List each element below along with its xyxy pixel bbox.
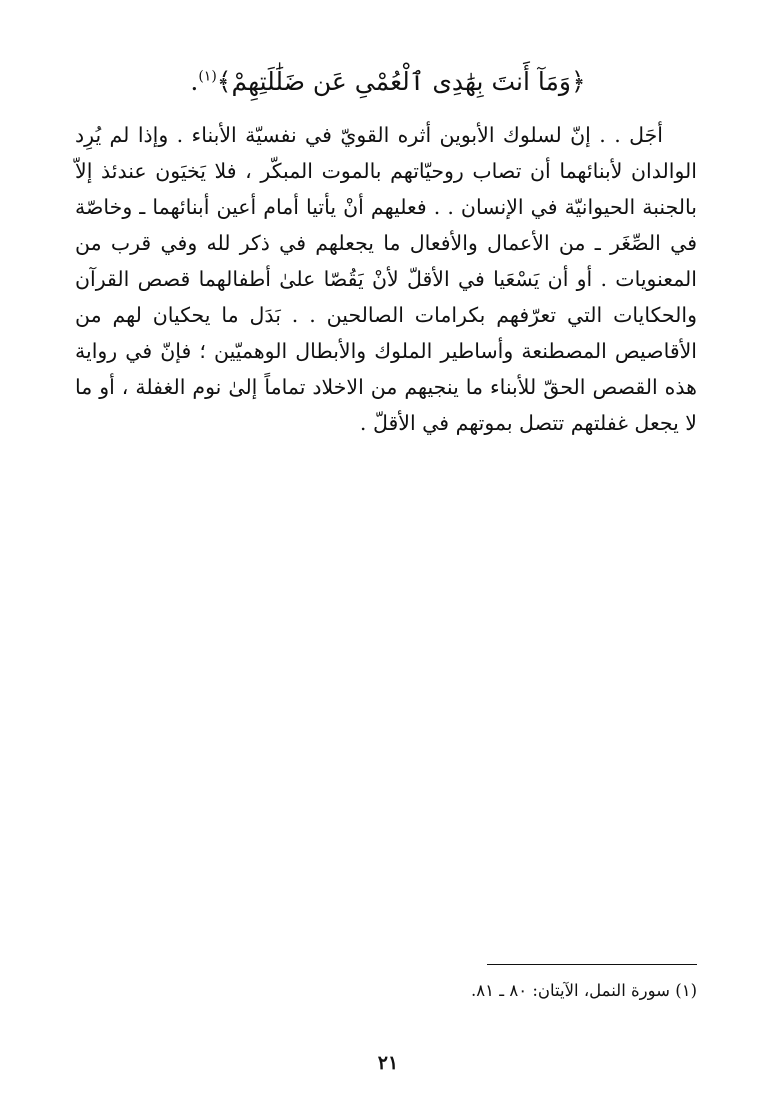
main-text	[75, 117, 697, 441]
verse-footnote-ref: (١)	[198, 68, 217, 85]
footnote-divider	[487, 964, 697, 965]
verse-end-mark: .	[190, 67, 199, 96]
paragraph: أجَل . . إنّ لسلوك الأبوين أثره القويّ في نفسيّة الأبناء . وإذا لم يُرِد الوالدان لأبنائهما أن تصاب روحيّاتهم بالموت المبكّر ، فلا يَخيَون عندئذ إلاّ بالجنبة الحيوانيّة في الإنسان . . فعليهم أنْ يأتيا أمام أعين أبنائهما ـ وخاصّة في الصِّغَر ـ من الأعمال والأفعال ما يجعلهم في ذكر لله وفي قرب من المعنويات . أو أن يَسْعَيا في الأقلّ لأنْ يَقُصّا علىٰ أطفالهما قصص القرآن والحكايات التي تعرّفهم بكرامات الصالحين . . بَدَل ما يحكيان لهم من الأقاصيص المصطنعة وأساطير الملوك والأبطال الوهميّين ؛ فإنّ في رواية هذه القصص الحقّ للأبناء ما ينجيهم من الاخلاد تماماً إلىٰ نوم الغفلة ، أو ما لا يجعل غفلتهم تتصل بموتهم في الأقلّ .	[75, 123, 697, 435]
verse-bracket-open: ﴿	[570, 67, 586, 96]
footnote: (١) سورة النمل، الآيتان: ٨٠ ـ ٨١.	[471, 981, 697, 1000]
verse-text: وَمَآ أَنتَ بِهَٰدِى ٱلْعُمْىِ عَن ضَلَٰلَتِهِمْ	[231, 67, 571, 96]
quran-verse	[60, 62, 716, 102]
verse-bracket-close: ﴾	[216, 67, 232, 96]
page-number: ٢١	[377, 1052, 399, 1074]
